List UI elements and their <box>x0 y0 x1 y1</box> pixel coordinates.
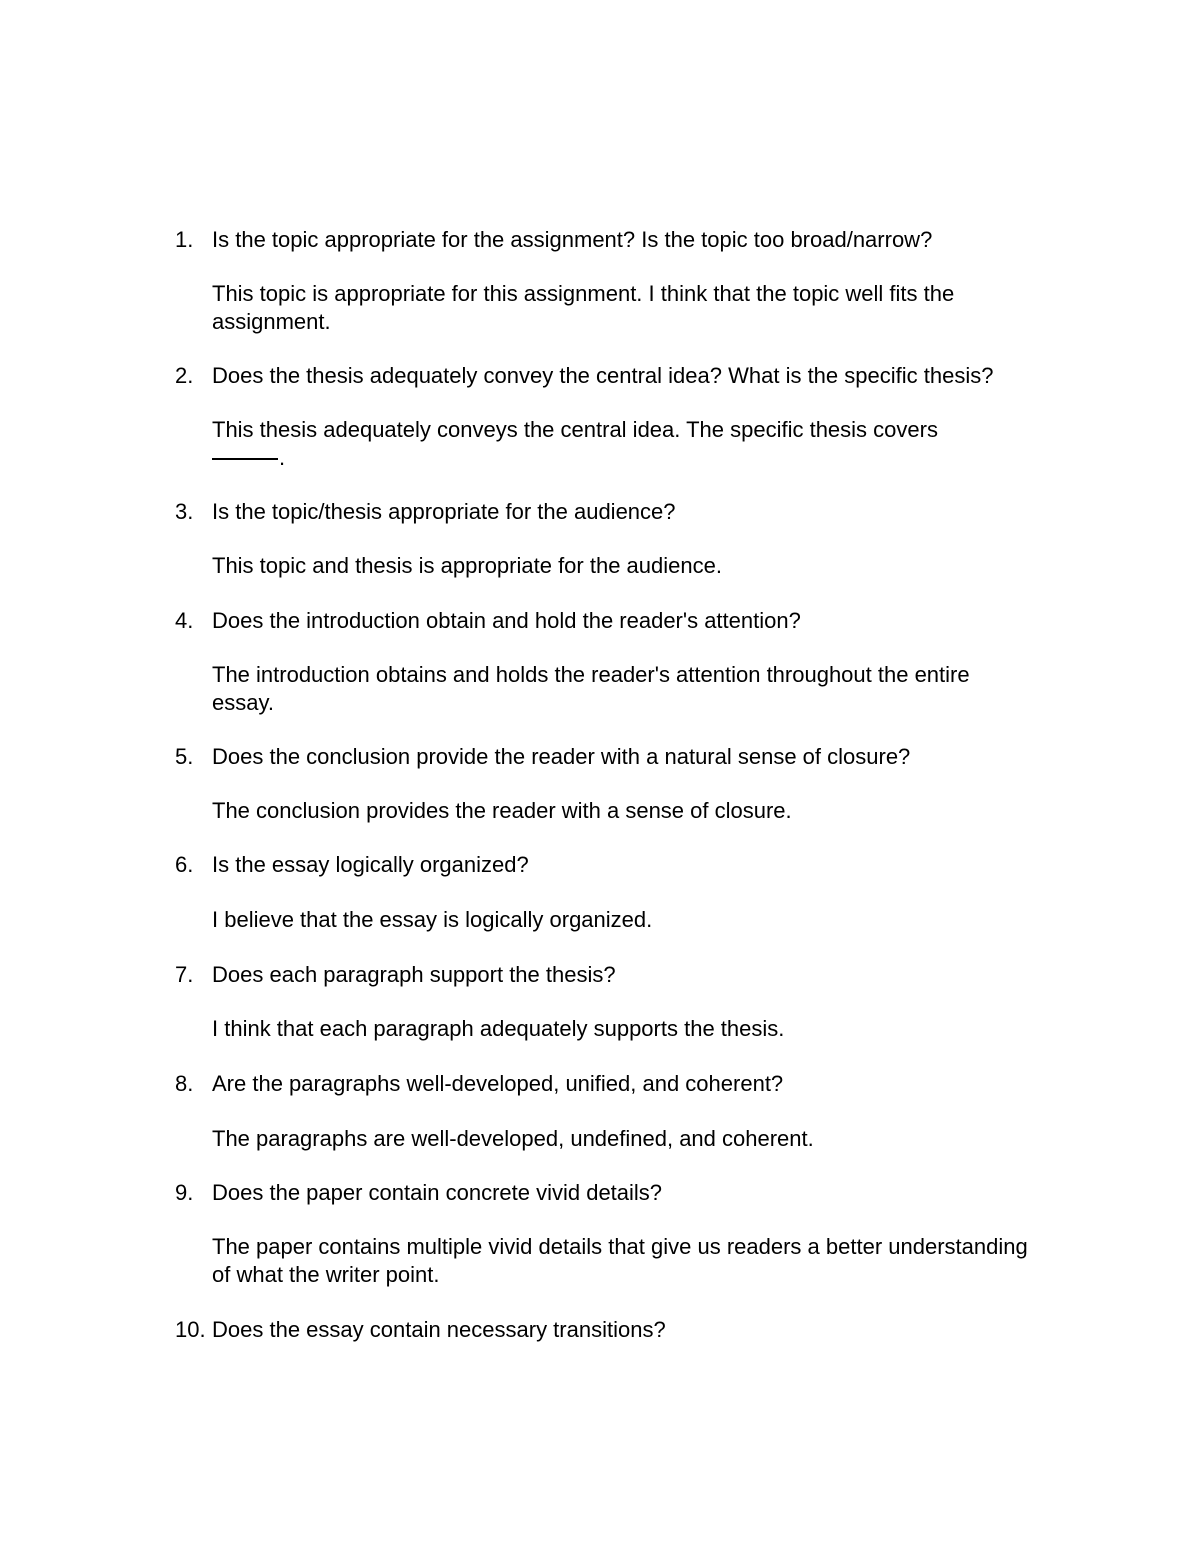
answer-text: This thesis adequately conveys the central idea. The specific thesis covers <box>212 417 938 442</box>
question-text: Does the essay contain necessary transitions? <box>212 1317 666 1342</box>
question-number: 1. <box>175 227 194 252</box>
answer-text: The paper contains multiple vivid details that give us readers a better understanding of what the writer point. <box>212 1234 1028 1287</box>
answer-text: The introduction obtains and holds the reader's attention throughout the entire essay. <box>212 662 970 715</box>
question-text: Does each paragraph support the thesis? <box>212 962 616 987</box>
question-text: Is the topic appropriate for the assignment? Is the topic too broad/narrow? <box>212 227 933 252</box>
question-text: Is the topic/thesis appropriate for the audience? <box>212 499 676 524</box>
question-number: 10. <box>175 1317 206 1342</box>
question-number: 6. <box>175 852 194 877</box>
question-number: 5. <box>175 744 194 769</box>
question-text: Is the essay logically organized? <box>212 852 529 877</box>
question-number: 3. <box>175 499 194 524</box>
answer-block <box>212 416 1032 472</box>
answer-text: The paragraphs are well-developed, undefined, and coherent. <box>212 1126 814 1151</box>
question-text: Does the thesis adequately convey the central idea? What is the specific thesis? <box>212 363 994 388</box>
question-number: 7. <box>175 962 194 987</box>
question-number: 2. <box>175 363 194 388</box>
answer-text: This topic is appropriate for this assignment. I think that the topic well fits the assignment. <box>212 281 955 334</box>
question-text: Does the conclusion provide the reader with a natural sense of closure? <box>212 744 911 769</box>
answer-text: The conclusion provides the reader with a sense of closure. <box>212 798 792 823</box>
question-number: 4. <box>175 608 194 633</box>
answer-text: I think that each paragraph adequately supports the thesis. <box>212 1016 785 1041</box>
answer-text: This topic and thesis is appropriate for the audience. <box>212 553 722 578</box>
question-text: Does the paper contain concrete vivid details? <box>212 1180 663 1205</box>
answer-text: I believe that the essay is logically organized. <box>212 907 653 932</box>
answer-end-punctuation: . <box>279 445 286 470</box>
question-text: Are the paragraphs well-developed, unified, and coherent? <box>212 1071 784 1096</box>
question-text: Does the introduction obtain and hold the reader's attention? <box>212 608 801 633</box>
question-number: 8. <box>175 1071 194 1096</box>
fill-in-blank <box>212 458 278 460</box>
question-number: 9. <box>175 1180 194 1205</box>
